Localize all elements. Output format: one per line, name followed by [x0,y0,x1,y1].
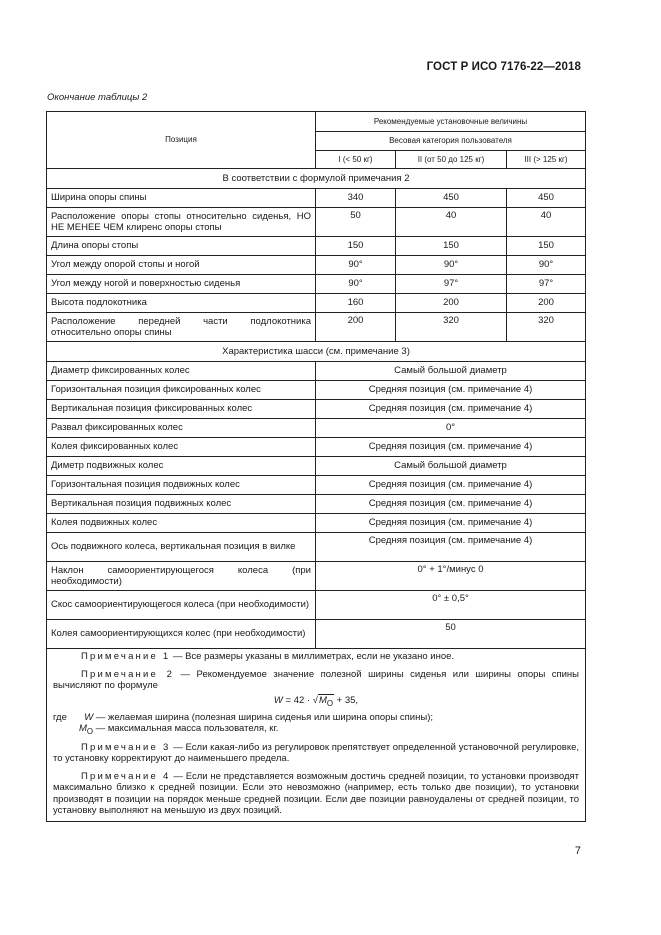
page-number: 7 [574,845,581,857]
row-value: 50 [316,620,586,649]
table-row [47,362,586,381]
table-row [47,476,586,495]
value-cat1: 90° [316,275,396,294]
row-label: Угол между опорой стопы и ногой [47,256,316,275]
value-cat2: 90° [396,256,507,275]
value-cat2: 320 [396,313,507,342]
row-value: Средняя позиция (см. примечание 4) [316,514,586,533]
section-chassis: Характеристика шасси (см. примечание 3) [47,342,586,362]
table-row [47,438,586,457]
where-w: где W — желаемая ширина (полезная ширина сиденья или ширина опоры спины); [53,711,433,723]
table-row [47,313,586,342]
value-cat1: 150 [316,237,396,256]
row-label: Наклон самоориентирующегося колеса (при необходимости) [47,562,316,591]
row-label: Расположение опоры стопы относительно сиденья, НО НЕ МЕНЕЕ ЧЕМ клиренс опоры стопы [47,208,316,237]
note-2: Примечание 2 — Рекомендуемое значение полезной ширины сиденья или ширины опоры спины вычисляют по формуле [53,668,580,691]
header-cat2: II (от 50 до 125 кг) [396,151,507,169]
value-cat3: 150 [507,237,586,256]
row-value: 0° + 1°/минус 0 [316,562,586,591]
header-cat1: I (< 50 кг) [316,151,396,169]
header-weight-category: Весовая категория пользователя [316,132,586,151]
value-cat3: 200 [507,294,586,313]
row-label: Длина опоры стопы [47,237,316,256]
row-value: Средняя позиция (см. примечание 4) [316,533,586,562]
value-cat2: 200 [396,294,507,313]
row-value: Средняя позиция (см. примечание 4) [316,381,586,400]
row-label: Диаметр фиксированных колес [47,362,316,381]
note-1: Примечание 1 — Все размеры указаны в миллиметрах, если не указано иное. [81,651,455,662]
value-cat1: 340 [316,189,396,208]
value-cat2: 97° [396,275,507,294]
table-row [47,419,586,438]
row-label: Развал фиксированных колес [47,419,316,438]
row-value: Средняя позиция (см. примечание 4) [316,495,586,514]
value-cat2: 40 [396,208,507,237]
row-value: 0° ± 0,5° [316,591,586,620]
settings-table [46,111,586,822]
table-row [47,620,586,649]
row-label: Горизонтальная позиция подвижных колес [47,476,316,495]
where-m: $M_O$ — максимальная масса пользователя, кг. [79,723,279,737]
row-label: Колея самоориентирующихся колес (при необходимости) [47,620,316,649]
row-label: Угол между ногой и поверхностью сиденья [47,275,316,294]
section-formula: В соответствии с формулой примечания 2 [47,169,586,189]
row-label: Скос самоориентирующегося колеса (при необходимости) [47,591,316,620]
row-value: Самый большой диаметр [316,362,586,381]
row-value: Средняя позиция (см. примечание 4) [316,400,586,419]
row-value: Средняя позиция (см. примечание 4) [316,476,586,495]
note-4: Примечание 4 — Если не представляется возможным достичь средней позиции, то установки производят максимально близко к средней позиции. Если это невозможно (например, есть только две позиции), то установки производят в позиции на порядок меньше средней позиции. Если две позиции равноудалены от средней позиции, то установку выполняют на меньшую из двух позиций. [53,770,580,817]
value-cat1: 90° [316,256,396,275]
row-label: Расположение передней части подлокотника относительно опоры спины [47,313,316,342]
table-row [47,256,586,275]
table-row [47,591,586,620]
row-label: Вертикальная позиция подвижных колес [47,495,316,514]
table-row [47,294,586,313]
row-label: Ось подвижного колеса, вертикальная позиция в вилке [47,533,316,562]
row-label: Ширина опоры спины [47,189,316,208]
table-row [47,381,586,400]
value-cat1: 160 [316,294,396,313]
value-cat3: 450 [507,189,586,208]
row-label: Колея подвижных колес [47,514,316,533]
width-formula: $W = 42 \cdot √M_O + 35$, [273,694,359,708]
value-cat3: 40 [507,208,586,237]
row-label: Вертикальная позиция фиксированных колес [47,400,316,419]
table-row [47,208,586,237]
note-3: Примечание 3 — Если какая-либо из регулировок препятствует определенной установочной регулировке, то установку корректируют до наименьшего предела. [53,741,579,765]
table-row [47,400,586,419]
row-value: 0° [316,419,586,438]
row-label: Горизонтальная позиция фиксированных колес [47,381,316,400]
table-row [47,457,586,476]
value-cat3: 97° [507,275,586,294]
value-cat1: 50 [316,208,396,237]
row-label: Высота подлокотника [47,294,316,313]
table-row [47,237,586,256]
value-cat3: 320 [507,313,586,342]
value-cat2: 450 [396,189,507,208]
standard-header: ГОСТ Р ИСО 7176-22—2018 [426,61,581,73]
row-label: Колея фиксированных колес [47,438,316,457]
value-cat1: 200 [316,313,396,342]
table-row [47,533,586,562]
table-row [47,189,586,208]
row-label: Диметр подвижных колес [47,457,316,476]
table-row [47,275,586,294]
notes-cell [47,649,586,822]
row-value: Средняя позиция (см. примечание 4) [316,438,586,457]
table-row [47,495,586,514]
value-cat3: 90° [507,256,586,275]
table-row [47,562,586,591]
table-caption: Окончание таблицы 2 [47,92,148,103]
value-cat2: 150 [396,237,507,256]
header-position: Позиция [47,112,316,169]
header-recommended: Рекомендуемые установочные величины [316,112,586,132]
row-value: Самый большой диаметр [316,457,586,476]
header-cat3: III (> 125 кг) [507,151,586,169]
table-row [47,514,586,533]
